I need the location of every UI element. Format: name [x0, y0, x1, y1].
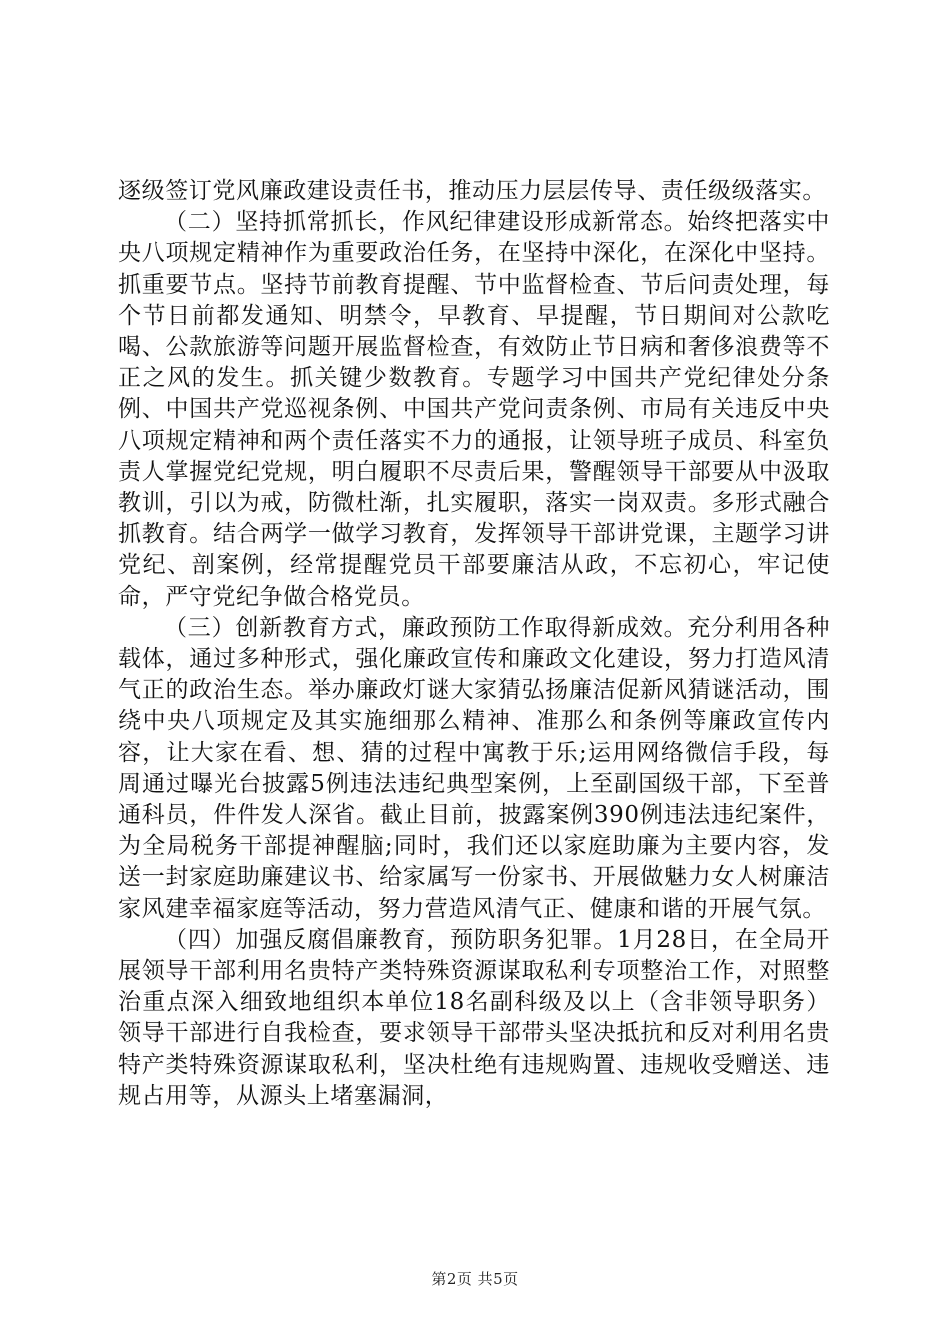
paragraph-continuation: 逐级签订党风廉政建设责任书，推动压力层层传导、责任级级落实。	[118, 178, 826, 204]
paragraph-section-2: （二）坚持抓常抓长，作风纪律建设形成新常态。始终把落实中央八项规定精神作为重要政治任务，在坚持中深化，在深化中坚持。抓重要节点。坚持节前教育提醒、节中监督检查、节后问责处理，每个节日前都发通知、明禁令，早教育、早提醒，节日期间对公款吃喝、公款旅游等问题开展监督检查，有效防止节日病和奢侈浪费等不正之风的发生。抓关键少数教育。专题学习中国共产党纪律处分条例、中国共产党巡视条例、中国共产党问责条例、市局有关违反中央八项规定精神和两个责任落实不力的通报，让领导班子成员、科室负责人掌握党纪党规，明白履职不尽责后果，警醒领导干部要从中汲取教训，引以为戒，防微杜渐，扎实履职，落实一岗双责。多形式融合抓教育。结合两学一做学习教育，发挥领导干部讲党课，主题学习讲党纪、剖案例，经常提醒党员干部要廉洁从政，不忘初心，牢记使命，严守党纪争做合格党员。	[118, 209, 830, 610]
page-number-footer: 第2页 共5页	[431, 1270, 519, 1288]
paragraph-section-3: （三）创新教育方式，廉政预防工作取得新成效。充分利用各种载体，通过多种形式，强化廉政宣传和廉政文化建设，努力打造风清气正的政治生态。举办廉政灯谜大家猜弘扬廉洁促新风猜谜活动，围绕中央八项规定及其实施细那么精神、准那么和条例等廉政宣传内容，让大家在看、想、猜的过程中寓教于乐;运用网络微信手段，每周通过曝光台披露5例违法违纪典型案例，上至副国级干部，下至普通科员，件件发人深省。截止目前，披露案例390例违法违纪案件，为全局税务干部提神醒脑;同时，我们还以家庭助廉为主要内容，发送一封家庭助廉建议书、给家属写一份家书、开展做魅力女人树廉洁家风建幸福家庭等活动，努力营造风清气正、健康和谐的开展气氛。	[118, 614, 830, 922]
paragraph-section-4: （四）加强反腐倡廉教育，预防职务犯罪。1月28日，在全局开展领导干部利用名贵特产类特殊资源谋取私利专项整治工作，对照整治重点深入细致地组织本单位18名副科级及以上（含非领导职务）领导干部进行自我检查，要求领导干部带头坚决抵抗和反对利用名贵特产类特殊资源谋取私利，坚决杜绝有违规购置、违规收受赠送、违规占用等，从源头上堵塞漏洞，	[118, 926, 830, 1109]
document-body	[118, 176, 830, 1112]
